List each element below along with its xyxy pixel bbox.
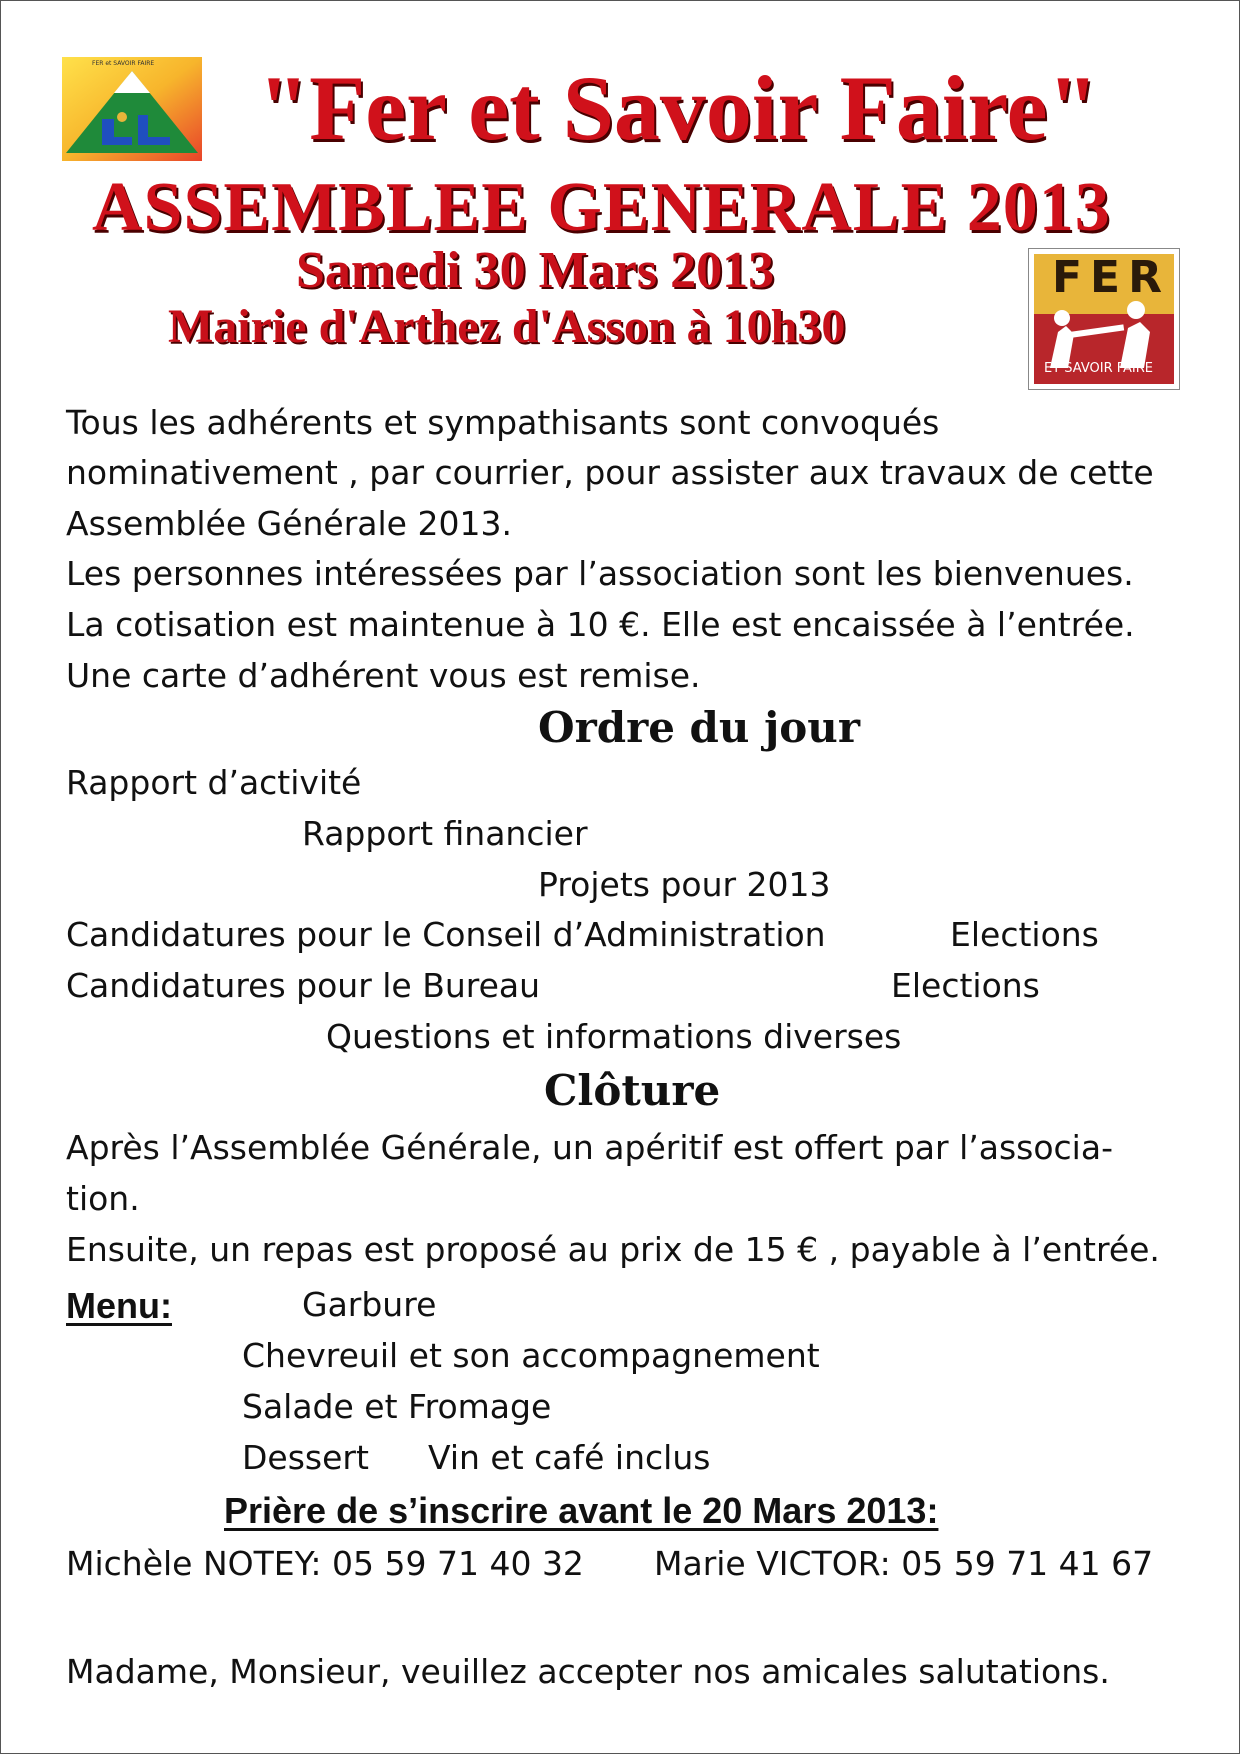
left-logo-caption: FER et SAVOIR FAIRE bbox=[92, 60, 155, 67]
agenda-item: Questions et informations diverses bbox=[326, 1017, 902, 1056]
right-logo-bottom-text: ET SAVOIR FAIRE bbox=[1044, 361, 1153, 376]
assembly-title: ASSEMBLEE GENERALE 2013 bbox=[92, 169, 1111, 246]
intro-line-6: Une carte d’adhérent vous est remise. bbox=[66, 656, 701, 695]
contact-victor: Marie VICTOR: 05 59 71 41 67 bbox=[654, 1544, 1154, 1583]
closing-line-3: Ensuite, un repas est proposé au prix de 15 € , payable à l’entrée. bbox=[66, 1230, 1160, 1269]
contact-notey: Michèle NOTEY: 05 59 71 40 32 bbox=[66, 1544, 584, 1583]
closing-heading: Clôture bbox=[544, 1066, 721, 1115]
menu-item: Vin et café inclus bbox=[428, 1438, 711, 1477]
agenda-item: Projets pour 2013 bbox=[538, 865, 831, 904]
intro-line-2: nominativement , par courrier, pour assister aux travaux de cette bbox=[66, 453, 1154, 492]
menu-item: Dessert bbox=[242, 1438, 369, 1477]
agenda-item: Rapport d’activité bbox=[66, 763, 362, 802]
main-title: "Fer et Savoir Faire" bbox=[258, 57, 1099, 159]
registration-heading: Prière de s’inscrire avant le 20 Mars 2013: bbox=[224, 1490, 939, 1531]
agenda-item-election: Elections bbox=[891, 966, 1040, 1005]
agenda-item-election: Elections bbox=[950, 915, 1099, 954]
event-date: Samedi 30 Mars 2013 bbox=[296, 242, 775, 299]
closing-line-1: Après l’Assemblée Générale, un apéritif est offert par l’associa- bbox=[66, 1128, 1113, 1167]
menu-item: Garbure bbox=[302, 1285, 437, 1324]
right-logo-top-text: FER bbox=[1052, 252, 1170, 303]
agenda-item: Candidatures pour le Bureau bbox=[66, 966, 541, 1005]
closing-line-2: tion. bbox=[66, 1179, 140, 1218]
menu-item: Chevreuil et son accompagnement bbox=[242, 1336, 820, 1375]
event-location: Mairie d'Arthez d'Asson à 10h30 bbox=[168, 300, 846, 353]
agenda-heading: Ordre du jour bbox=[538, 703, 860, 752]
mountain-logo-icon bbox=[62, 57, 202, 161]
intro-line-1: Tous les adhérents et sympathisants sont convoqués bbox=[66, 403, 940, 442]
intro-line-3: Assemblée Générale 2013. bbox=[66, 504, 512, 543]
agenda-item: Candidatures pour le Conseil d’Administration bbox=[66, 915, 826, 954]
intro-line-4: Les personnes intéressées par l’association sont les bienvenues. bbox=[66, 554, 1134, 593]
farewell-line: Madame, Monsieur, veuillez accepter nos amicales salutations. bbox=[66, 1652, 1110, 1691]
intro-line-5: La cotisation est maintenue à 10 €. Elle est encaissée à l’entrée. bbox=[66, 605, 1135, 644]
agenda-item: Rapport financier bbox=[302, 814, 588, 853]
menu-item: Salade et Fromage bbox=[242, 1387, 552, 1426]
menu-label: Menu: bbox=[66, 1285, 172, 1326]
